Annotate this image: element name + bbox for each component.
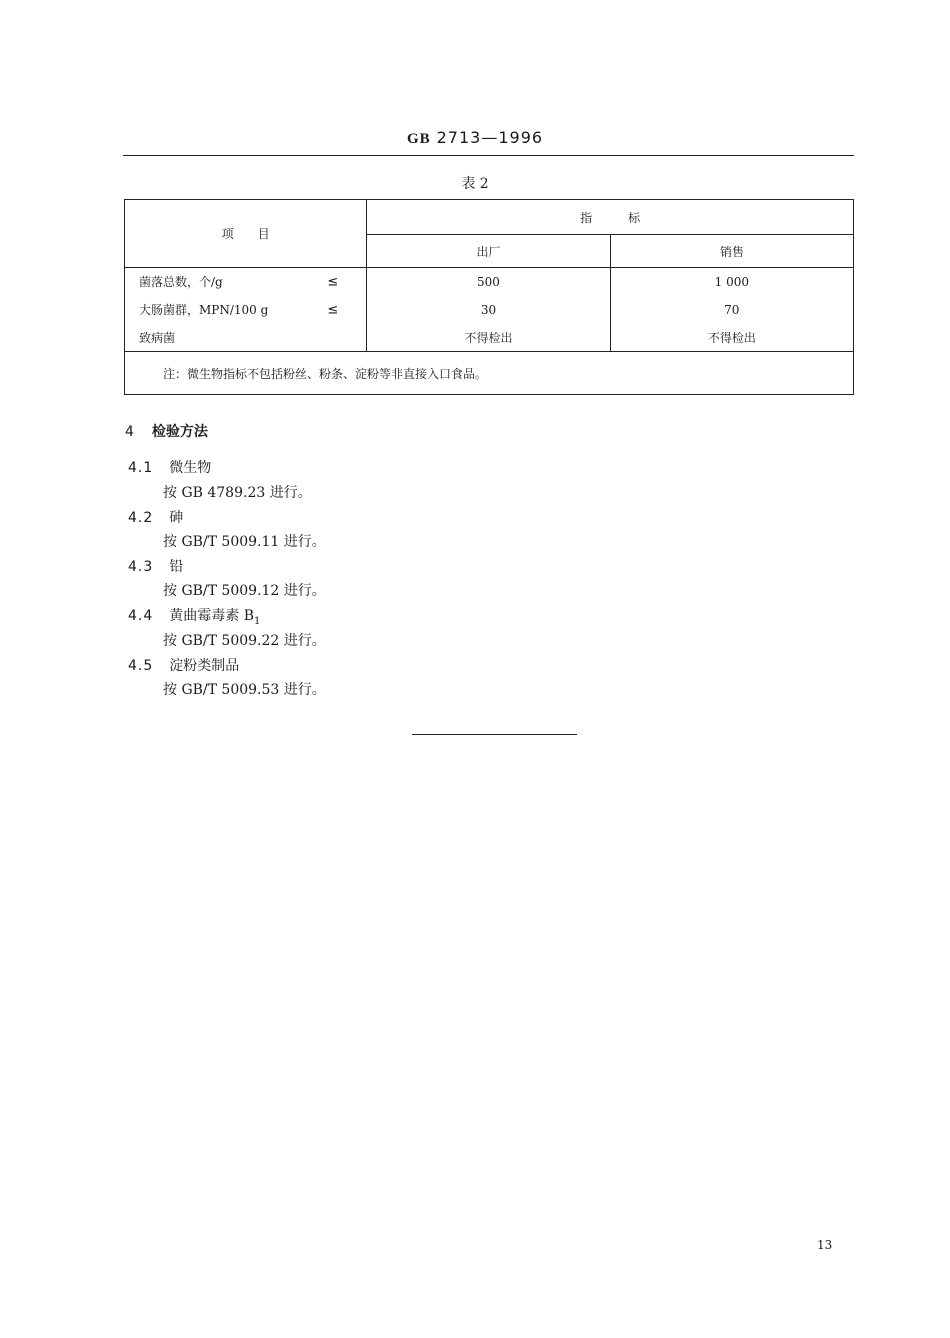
subsection-body: 按 GB/T 5009.11 进行。	[163, 534, 326, 550]
table-row	[125, 268, 854, 296]
row-sale-value: 不得检出	[610, 324, 853, 352]
row-sale-value: 70	[610, 296, 853, 324]
subsection-number: 4.4	[128, 608, 154, 624]
subsection-body: 按 GB 4789.23 进行。	[163, 485, 312, 501]
subsection-name: 砷	[169, 510, 184, 526]
row-factory-value: 30	[367, 296, 610, 324]
col-header-indicator: 指 标	[367, 200, 854, 235]
subsection-title	[128, 655, 239, 675]
row-operator: ≤	[327, 302, 339, 317]
row-item: 大肠菌群，MPN/100 g	[139, 303, 269, 317]
row-item: 菌落总数，个/g	[139, 275, 223, 290]
section-heading	[125, 421, 208, 441]
subsection-number: 4.3	[128, 559, 154, 575]
subsection-title	[128, 556, 183, 576]
section-number: 4	[125, 424, 134, 440]
col-header-factory: 出厂	[367, 235, 610, 268]
row-item: 致病菌	[139, 330, 176, 345]
table-note: 注：微生物指标不包括粉丝、粉条、淀粉等非直接入口食品。	[125, 352, 854, 395]
row-operator: ≤	[327, 274, 339, 290]
row-item-cell	[125, 296, 367, 324]
table-caption: 表 2	[461, 176, 489, 192]
col-header-item: 项 目	[221, 227, 270, 241]
row-factory-value: 500	[367, 268, 610, 296]
subsection-number: 4.5	[128, 658, 154, 674]
row-item-cell	[125, 324, 367, 352]
subsection-name: 淀粉类制品	[169, 658, 240, 674]
subsection-body: 按 GB/T 5009.22 进行。	[163, 633, 326, 649]
row-factory-value: 不得检出	[367, 324, 610, 352]
row-sale-value: 1 000	[610, 268, 853, 296]
table-note-row	[125, 352, 854, 395]
spec-table	[124, 199, 854, 395]
end-rule	[412, 734, 577, 735]
page-number: 13	[817, 1238, 833, 1252]
subsection-number: 4.2	[128, 510, 154, 526]
document-header	[0, 128, 950, 148]
table-row	[125, 324, 854, 352]
subsection-title	[128, 507, 183, 527]
subscript: 1	[254, 615, 261, 627]
standard-prefix: GB	[406, 131, 431, 147]
subsection-name: 黄曲霉毒素 B	[169, 608, 255, 624]
col-header-sale: 销售	[610, 235, 853, 268]
header-rule	[123, 155, 854, 156]
subsection-name: 铅	[169, 559, 184, 575]
section-title: 检验方法	[151, 424, 208, 440]
standard-number: 2713—1996	[436, 128, 544, 147]
table-row	[125, 296, 854, 324]
subsection-number: 4.1	[128, 460, 154, 476]
subsection-title	[128, 605, 260, 627]
subsection-title	[128, 457, 211, 477]
row-item-cell	[125, 268, 367, 296]
subsection-name: 微生物	[169, 460, 212, 476]
subsection-body: 按 GB/T 5009.12 进行。	[163, 583, 326, 599]
subsection-body: 按 GB/T 5009.53 进行。	[163, 682, 326, 698]
